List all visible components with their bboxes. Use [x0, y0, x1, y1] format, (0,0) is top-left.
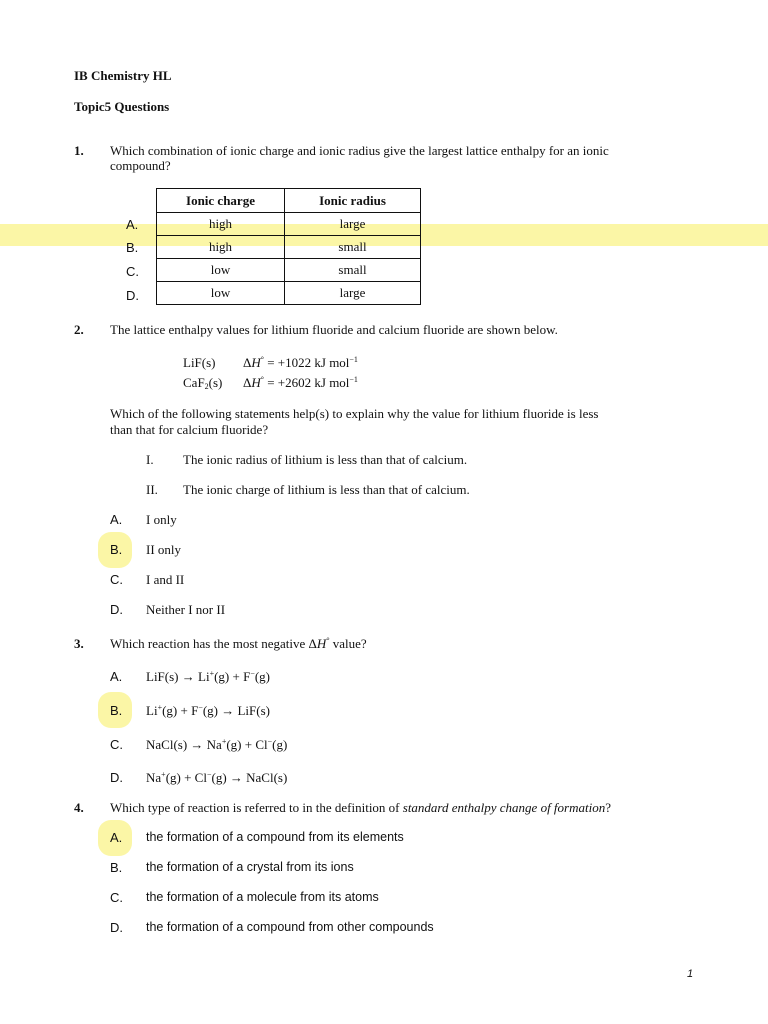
q1-cell-radius: large [285, 213, 421, 236]
q2-lif-enthalpy: ΔH° = +1022 kJ mol$^{-1}$ [243, 355, 358, 370]
q1-col-radius: Ionic radius [285, 189, 421, 213]
q3-option-equation: Na+(g) + Cl−(g) → NaCl(s) [146, 770, 288, 785]
q2-intro: The lattice enthalpy values for lithium fluoride and calcium fluoride are shown below. [110, 322, 558, 337]
q4-option-text: the formation of a molecule from its atoms [146, 890, 379, 904]
q3-option-label: A. [110, 669, 123, 684]
q2-option-text: Neither I nor II [146, 602, 226, 617]
q1-table-header [157, 189, 421, 213]
q2-option-text: I and II [146, 572, 185, 587]
q3-option-equation: Li+(g) + F−(g) → LiF(s) [146, 703, 270, 718]
q3-option-label: B. [110, 703, 123, 718]
course-title: IB Chemistry HL [74, 68, 172, 83]
q1-cell-radius: large [285, 282, 421, 305]
q2-option-label: D. [110, 602, 123, 617]
q4-number: 4. [74, 800, 84, 815]
q4-option-label: A. [110, 830, 123, 845]
q3-option-equation: LiF(s) → Li+(g) + F−(g) [146, 669, 270, 684]
table-row [157, 236, 421, 259]
topic-title: Topic5 Questions [74, 99, 170, 114]
q3-text: Which reaction has the most negative ΔH° value? [110, 636, 367, 651]
q1-row-label: B. [126, 240, 139, 255]
q3-option-label: C. [110, 737, 123, 752]
q2-option-label: C. [110, 572, 123, 587]
q1-text-line1: Which combination of ionic charge and ionic radius give the largest lattice enthalpy for an ionic [110, 143, 609, 158]
q2-statement-roman: II. [146, 482, 158, 497]
q1-cell-charge: high [157, 213, 285, 236]
q4-option-text: the formation of a compound from its elements [146, 830, 404, 844]
q4-text: Which type of reaction is referred to in the definition of standard enthalpy change of formation? [110, 800, 611, 815]
q2-number: 2. [74, 322, 84, 337]
q4-option-label: C. [110, 890, 123, 905]
q2-option-text: II only [146, 542, 182, 557]
q2-caf2-enthalpy: ΔH° = +2602 kJ mol$^{-1}$ [243, 375, 358, 390]
table-row [157, 213, 421, 236]
q1-table [156, 188, 421, 305]
q2-lif-formula: LiF(s) [183, 355, 216, 370]
q2-option-text: I only [146, 512, 177, 527]
q4-option-label: B. [110, 860, 123, 875]
q3-option-label: D. [110, 770, 123, 785]
q2-question-line1: Which of the following statements help(s) to explain why the value for lithium fluoride is less [110, 406, 599, 421]
q1-cell-charge: low [157, 282, 285, 305]
table-row [157, 282, 421, 305]
q2-statement-text: The ionic charge of lithium is less than that of calcium. [183, 482, 470, 497]
q1-cell-charge: high [157, 236, 285, 259]
q2-statement-roman: I. [146, 452, 154, 467]
q4-option-text: the formation of a compound from other compounds [146, 920, 434, 934]
q2-question-line2: than that for calcium fluoride? [110, 422, 269, 437]
q1-cell-radius: small [285, 259, 421, 282]
q4-option-label: D. [110, 920, 123, 935]
q1-cell-radius: small [285, 236, 421, 259]
q1-row-label: D. [126, 288, 139, 303]
q4-option-text: the formation of a crystal from its ions [146, 860, 354, 874]
q1-number: 1. [74, 143, 84, 158]
q1-text-line2: compound? [110, 158, 171, 173]
table-row [157, 259, 421, 282]
page-number: 1 [687, 968, 694, 980]
q1-row-label: A. [126, 217, 139, 232]
q2-caf2-formula: CaF$_2$(s) [183, 375, 223, 391]
q1-cell-charge: low [157, 259, 285, 282]
q2-option-label: A. [110, 512, 123, 527]
q2-statement-text: The ionic radius of lithium is less than that of calcium. [183, 452, 468, 467]
q1-col-charge: Ionic charge [157, 189, 285, 213]
q2-option-label: B. [110, 542, 123, 557]
q3-option-equation: NaCl(s) → Na+(g) + Cl−(g) [146, 737, 288, 752]
q3-number: 3. [74, 636, 84, 651]
q1-row-label: C. [126, 264, 139, 279]
